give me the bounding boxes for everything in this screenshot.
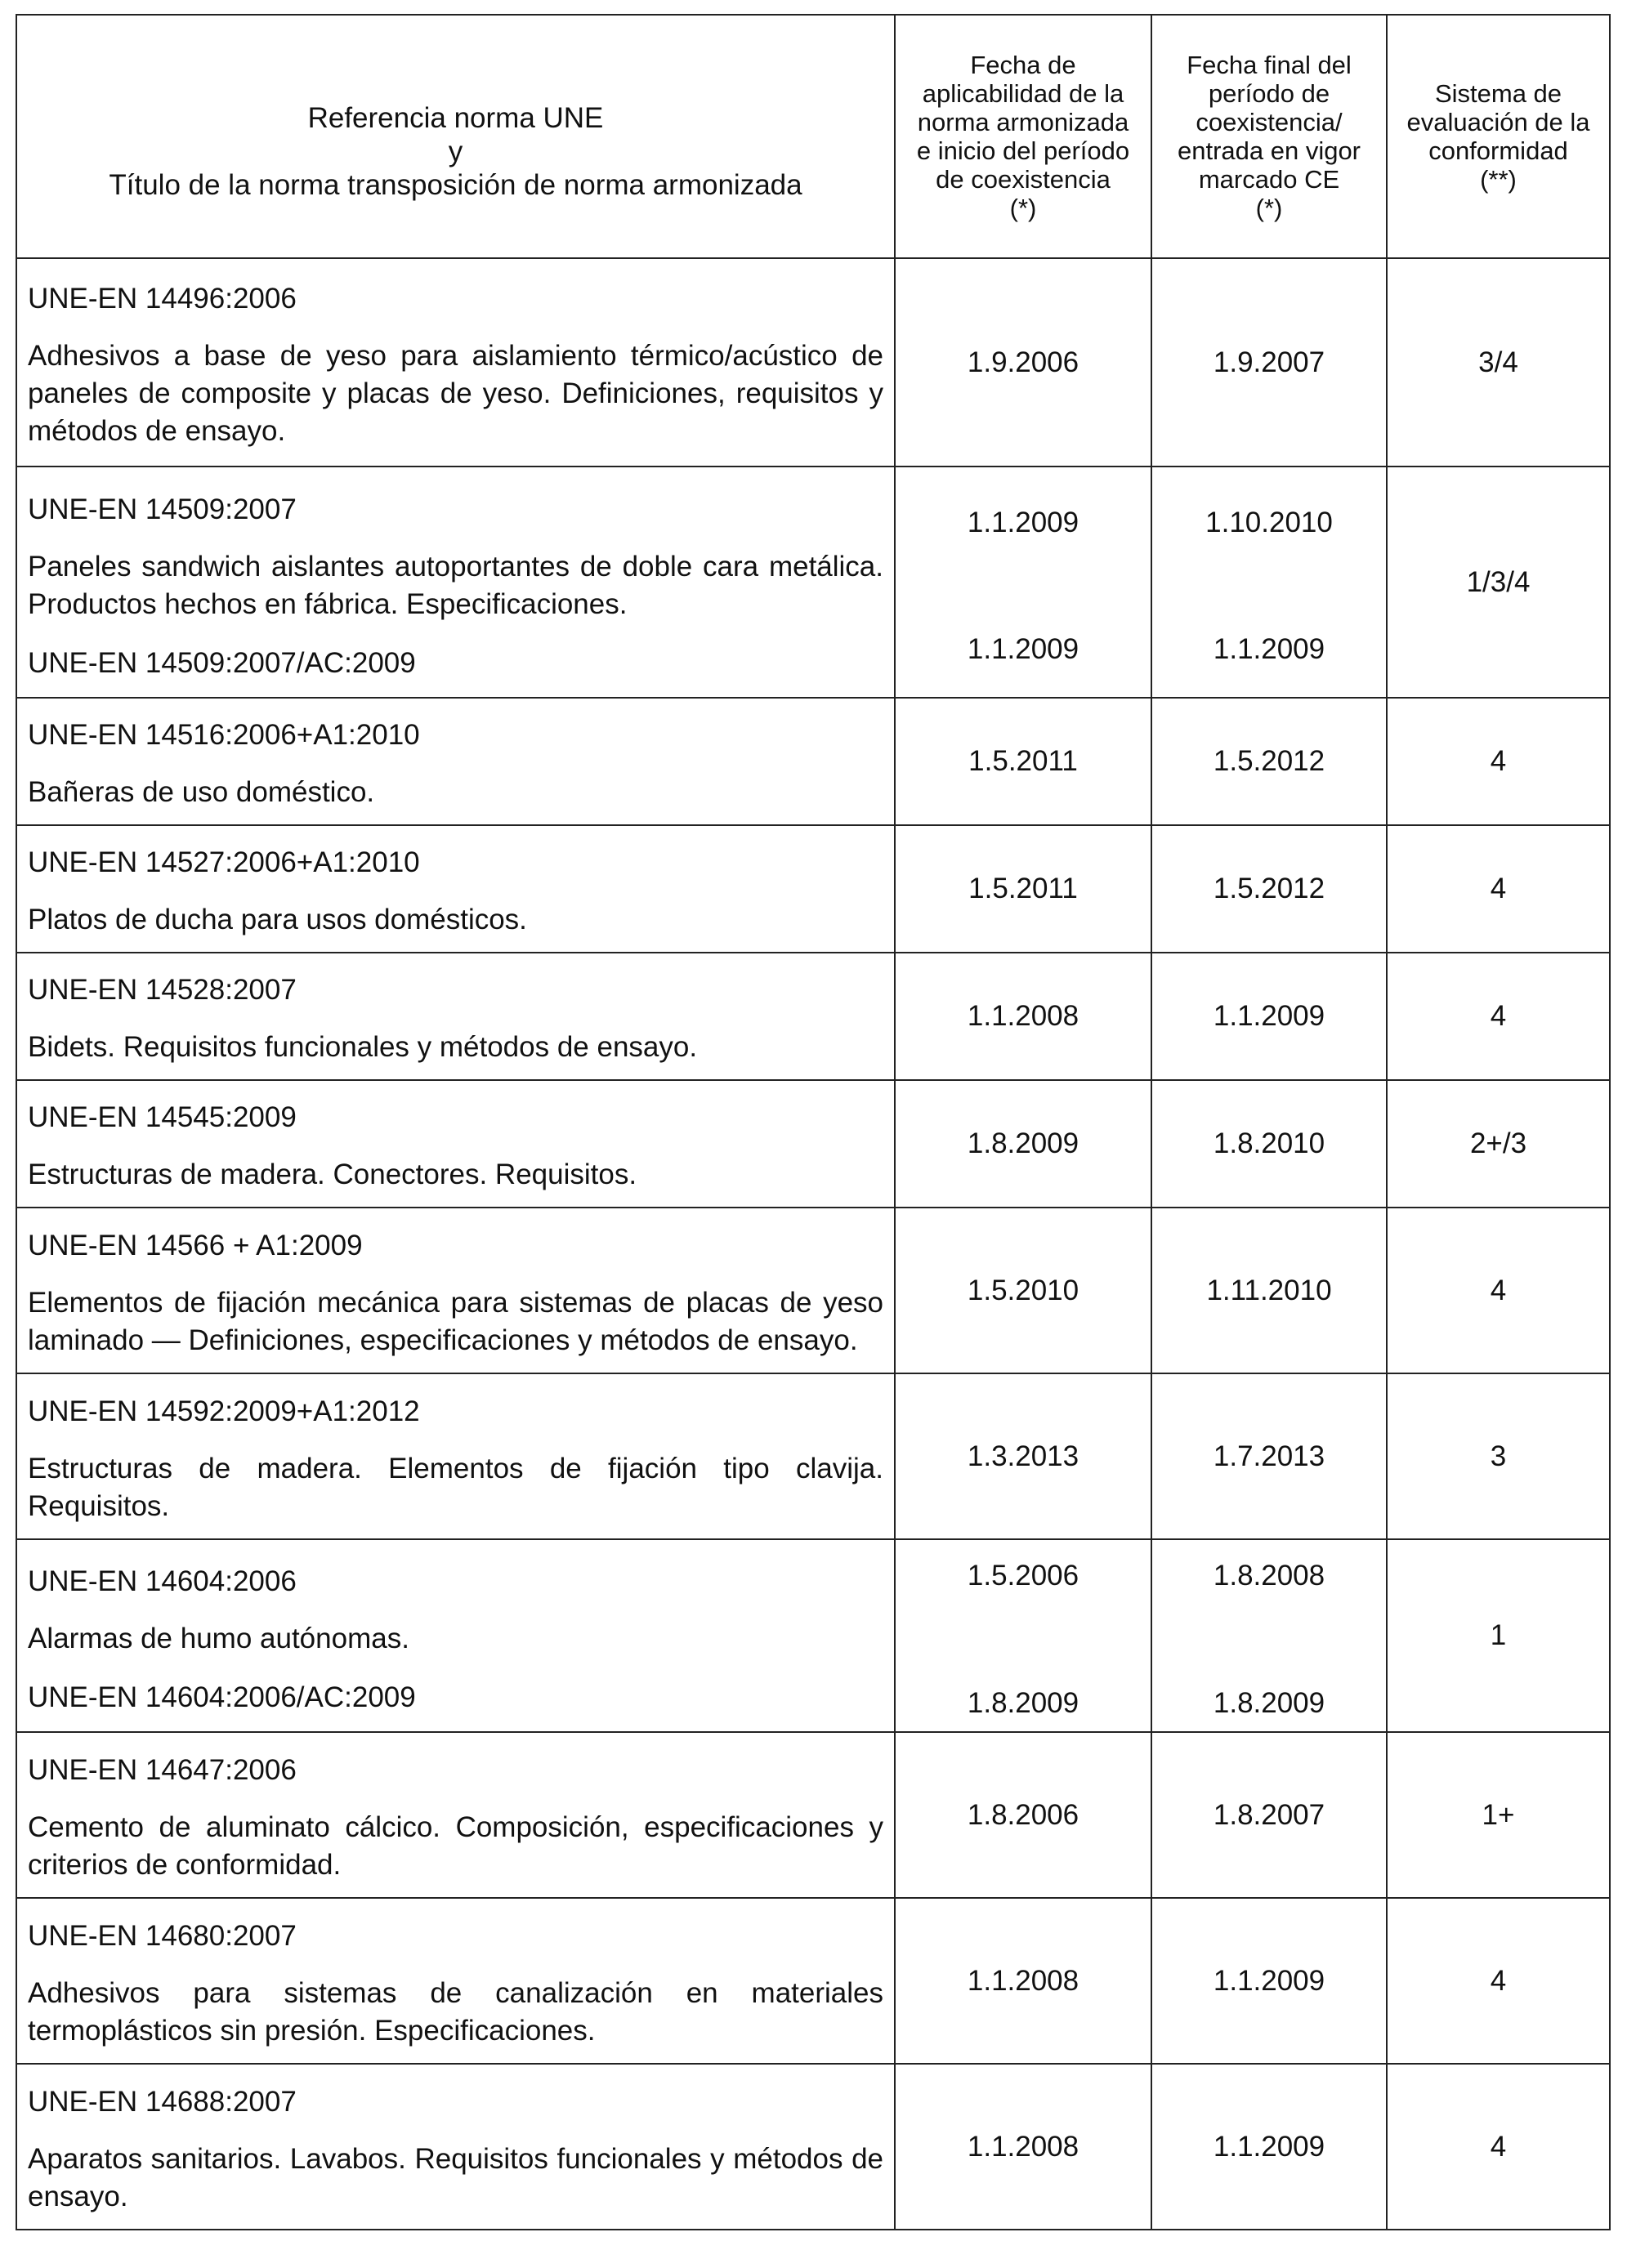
table-row	[16, 1080, 1610, 1208]
coexistence-end-date-cell	[1151, 467, 1387, 698]
applicability-date: 1.1.2008	[895, 953, 1151, 1080]
conformity-system: 4	[1387, 1208, 1610, 1373]
table-row	[16, 1898, 1610, 2064]
applicability-date: 1.8.2006	[895, 1732, 1151, 1898]
standard-title: Aparatos sanitarios. Lavabos. Requisitos funcionales y métodos de ensayo.	[28, 2142, 883, 2212]
standard-title: Estructuras de madera. Elementos de fijación tipo clavija. Requisitos.	[28, 1452, 883, 1522]
header-line: de coexistencia	[936, 165, 1111, 194]
applicability-date: 1.1.2008	[895, 1898, 1151, 2064]
conformity-system: 4	[1387, 698, 1610, 825]
header-line: norma armonizada	[917, 108, 1129, 136]
standard-code: UNE-EN 14647:2006	[28, 1753, 297, 1786]
header-line: evaluación de la	[1406, 108, 1590, 136]
header-reference-line: Título de la norma transposición de norma armonizada	[109, 168, 802, 201]
table-row	[16, 953, 1610, 1080]
coexistence-end-date-corrigendum: 1.1.2009	[1213, 633, 1325, 665]
reference-cell	[16, 1898, 895, 2064]
standard-code: UNE-EN 14604:2006	[28, 1565, 297, 1597]
conformity-system: 2+/3	[1387, 1080, 1610, 1208]
header-line: marcado CE	[1198, 165, 1340, 194]
table-row	[16, 258, 1610, 467]
header-line: período de	[1208, 79, 1330, 108]
reference-cell	[16, 698, 895, 825]
conformity-system: 1	[1387, 1539, 1610, 1732]
table-header-row	[16, 15, 1610, 258]
standard-corrigendum-code: UNE-EN 14604:2006/AC:2009	[28, 1681, 416, 1713]
applicability-date: 1.5.2011	[895, 825, 1151, 953]
table-row	[16, 1539, 1610, 1732]
header-conformity-system	[1387, 15, 1610, 258]
conformity-system: 1+	[1387, 1732, 1610, 1898]
standard-code: UNE-EN 14509:2007	[28, 493, 297, 525]
applicability-date: 1.3.2013	[895, 1373, 1151, 1539]
header-applicability-date	[895, 15, 1151, 258]
coexistence-end-date: 1.8.2010	[1151, 1080, 1387, 1208]
coexistence-end-date: 1.1.2009	[1151, 1898, 1387, 2064]
conformity-system: 4	[1387, 825, 1610, 953]
applicability-date: 1.5.2010	[895, 1208, 1151, 1373]
header-coexistence-end-date	[1151, 15, 1387, 258]
header-line: e inicio del período	[916, 136, 1130, 165]
conformity-system: 3	[1387, 1373, 1610, 1539]
standard-code: UNE-EN 14566 + A1:2009	[28, 1229, 363, 1261]
applicability-date-corrigendum: 1.8.2009	[967, 1687, 1079, 1719]
standard-code: UNE-EN 14592:2009+A1:2012	[28, 1395, 420, 1427]
standards-table	[16, 14, 1611, 2230]
reference-cell	[16, 1080, 895, 1208]
coexistence-end-date-corrigendum: 1.8.2009	[1213, 1687, 1325, 1719]
header-line: conformidad	[1428, 136, 1568, 165]
table-row	[16, 698, 1610, 825]
applicability-date-cell	[895, 467, 1151, 698]
standard-code: UNE-EN 14496:2006	[28, 282, 297, 315]
coexistence-end-date: 1.8.2008	[1213, 1560, 1325, 1592]
header-line: (*)	[1255, 194, 1283, 222]
standard-code: UNE-EN 14545:2009	[28, 1101, 297, 1133]
reference-cell	[16, 1373, 895, 1539]
applicability-date: 1.1.2008	[895, 2064, 1151, 2230]
standard-title: Bidets. Requisitos funcionales y métodos de ensayo.	[28, 1031, 698, 1063]
header-line: Sistema de	[1434, 79, 1562, 108]
header-line: entrada en vigor	[1177, 136, 1361, 165]
standard-title: Cemento de aluminato cálcico. Composición, especificaciones y criterios de conformidad.	[28, 1810, 883, 1881]
table-row	[16, 467, 1610, 698]
standard-title: Elementos de fijación mecánica para sistemas de placas de yeso laminado — Definiciones, especificaciones y métodos de ensayo.	[28, 1286, 883, 1356]
reference-cell	[16, 953, 895, 1080]
table-row	[16, 1373, 1610, 1539]
coexistence-end-date: 1.7.2013	[1151, 1373, 1387, 1539]
coexistence-end-date: 1.9.2007	[1151, 258, 1387, 467]
applicability-date-cell	[895, 1539, 1151, 1732]
table-row	[16, 2064, 1610, 2230]
applicability-date-corrigendum: 1.1.2009	[967, 633, 1079, 665]
header-line: (**)	[1480, 165, 1517, 194]
table-row	[16, 1208, 1610, 1373]
applicability-date: 1.8.2009	[895, 1080, 1151, 1208]
header-line: aplicabilidad de la	[922, 79, 1124, 108]
table-row	[16, 825, 1610, 953]
standard-title: Estructuras de madera. Conectores. Requisitos.	[28, 1159, 637, 1190]
header-reference-line: Referencia norma UNE	[307, 101, 604, 134]
conformity-system: 3/4	[1387, 258, 1610, 467]
reference-cell	[16, 467, 895, 698]
header-line: Fecha de	[970, 51, 1076, 79]
coexistence-end-date: 1.1.2009	[1151, 2064, 1387, 2230]
standard-code: UNE-EN 14680:2007	[28, 1919, 297, 1952]
coexistence-end-date: 1.5.2012	[1151, 825, 1387, 953]
table-row	[16, 1732, 1610, 1898]
standard-code: UNE-EN 14688:2007	[28, 2085, 297, 2118]
reference-cell	[16, 258, 895, 467]
header-line: Fecha final del	[1187, 51, 1352, 79]
header-reference-line: y	[448, 135, 463, 167]
standard-title: Adhesivos para sistemas de canalización en materiales termoplásticos sin presión. Especificaciones.	[28, 1976, 883, 2047]
applicability-date: 1.1.2009	[967, 507, 1079, 538]
standard-title: Paneles sandwich aislantes autoportantes de doble cara metálica. Productos hechos en fábrica. Especificaciones.	[28, 550, 883, 620]
header-reference	[16, 15, 895, 258]
conformity-system: 1/3/4	[1387, 467, 1610, 698]
standard-code: UNE-EN 14516:2006+A1:2010	[28, 719, 420, 751]
standard-title: Adhesivos a base de yeso para aislamiento térmico/acústico de paneles de composite y placas de yeso. Definiciones, requisitos y métodos de ensayo.	[28, 339, 883, 447]
standard-title: Bañeras de uso doméstico.	[28, 776, 375, 808]
header-line: (*)	[1009, 194, 1037, 222]
coexistence-end-date: 1.10.2010	[1205, 507, 1333, 538]
reference-cell	[16, 1539, 895, 1732]
standard-title: Platos de ducha para usos domésticos.	[28, 904, 527, 935]
reference-cell	[16, 2064, 895, 2230]
standard-corrigendum-code: UNE-EN 14509:2007/AC:2009	[28, 646, 416, 679]
coexistence-end-date: 1.1.2009	[1151, 953, 1387, 1080]
applicability-date: 1.9.2006	[895, 258, 1151, 467]
reference-cell	[16, 1732, 895, 1898]
header-line: coexistencia/	[1196, 108, 1343, 136]
coexistence-end-date: 1.5.2012	[1151, 698, 1387, 825]
reference-cell	[16, 825, 895, 953]
conformity-system: 4	[1387, 953, 1610, 1080]
conformity-system: 4	[1387, 2064, 1610, 2230]
applicability-date: 1.5.2011	[895, 698, 1151, 825]
coexistence-end-date-cell	[1151, 1539, 1387, 1732]
coexistence-end-date: 1.11.2010	[1151, 1208, 1387, 1373]
standard-code: UNE-EN 14527:2006+A1:2010	[28, 846, 420, 878]
reference-cell	[16, 1208, 895, 1373]
conformity-system: 4	[1387, 1898, 1610, 2064]
applicability-date: 1.5.2006	[967, 1560, 1079, 1592]
standard-code: UNE-EN 14528:2007	[28, 974, 297, 1006]
standard-title: Alarmas de humo autónomas.	[28, 1623, 409, 1654]
coexistence-end-date: 1.8.2007	[1151, 1732, 1387, 1898]
